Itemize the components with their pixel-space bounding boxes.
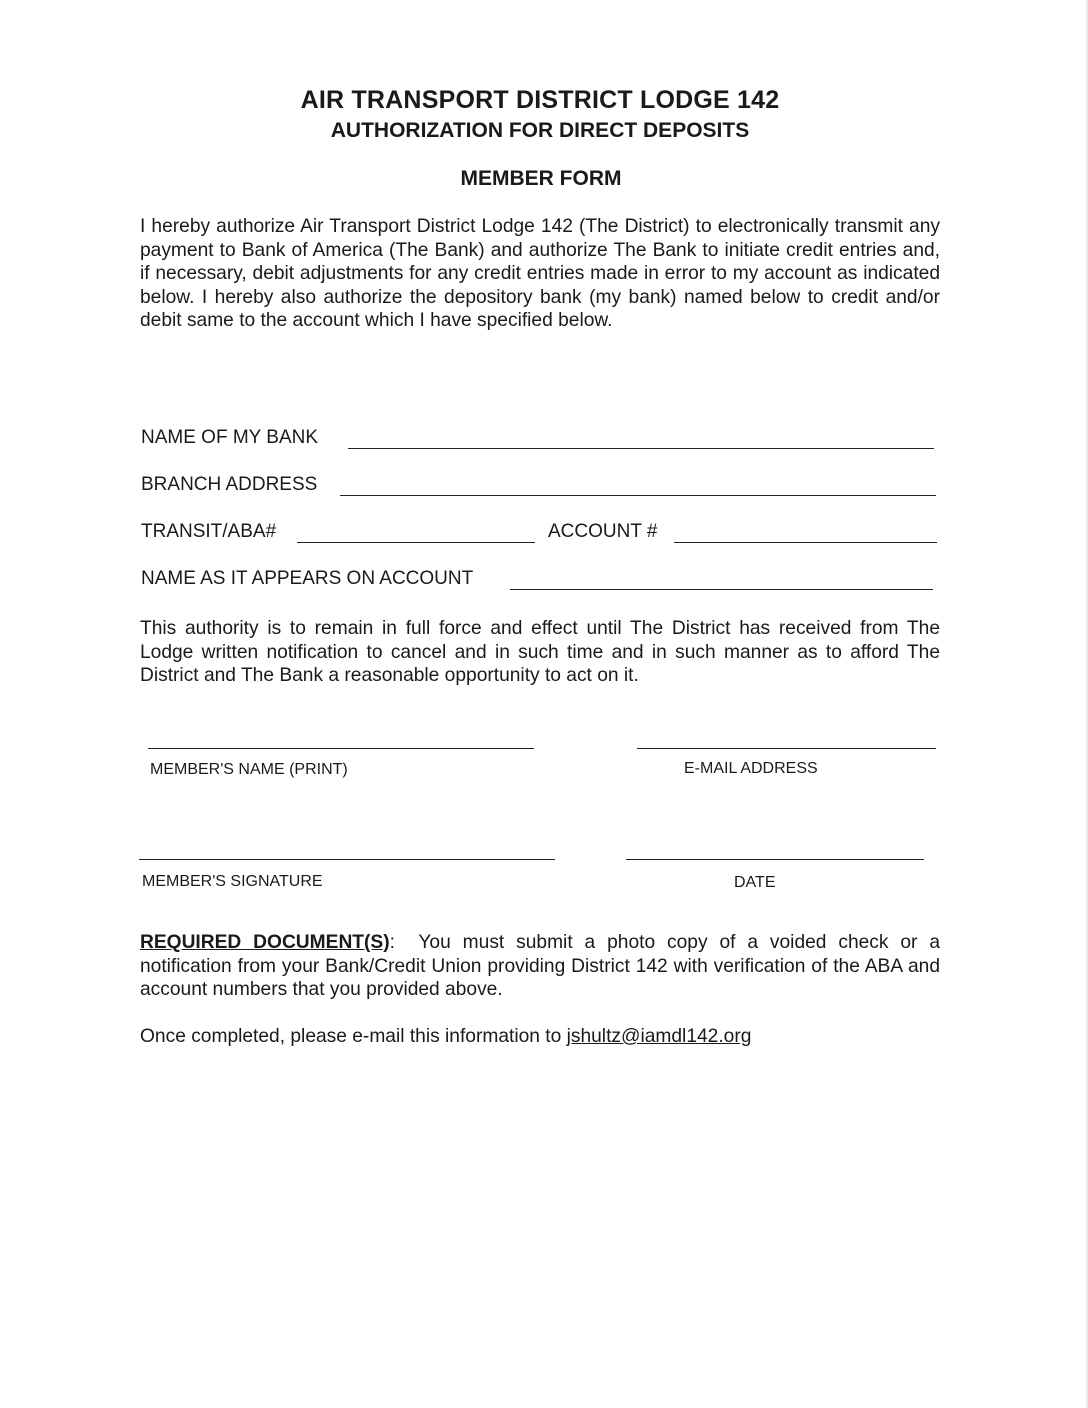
member-name-label: MEMBER'S NAME (PRINT)	[150, 761, 348, 778]
branch-address-label: BRANCH ADDRESS	[141, 474, 318, 495]
closing-instruction	[140, 1025, 940, 1049]
authorization-paragraph: I hereby authorize Air Transport District Lodge 142 (The District) to electronically transmit any payment to Bank of America (The Bank) and authorize The Bank to initiate credit entries and, if necessary, debit adjustments for any credit entries made in error to my account as indicated below. I hereby also authorize the depository bank (my bank) named below to credit and/or debit same to the account which I have specified below.	[140, 216, 940, 331]
account-name-label: NAME AS IT APPEARS ON ACCOUNT	[141, 568, 474, 589]
account-number-label: ACCOUNT #	[548, 521, 658, 542]
required-documents-heading: REQUIRED DOCUMENT(S)	[140, 932, 390, 953]
member-signature-label: MEMBER'S SIGNATURE	[142, 873, 323, 890]
member-name-line[interactable]	[148, 748, 534, 749]
required-documents-colon: :	[389, 932, 395, 953]
required-documents-text: You must submit a photo copy of a voided check or a notification from your Bank/Credit Union providing District 142 with verification of the ABA and account numbers that you provided above.	[140, 932, 946, 1000]
document-title: AIR TRANSPORT DISTRICT LODGE 142	[300, 86, 780, 114]
required-documents-paragraph	[140, 931, 946, 1002]
bank-name-label: NAME OF MY BANK	[141, 427, 319, 448]
bank-name-line[interactable]	[348, 448, 934, 449]
account-name-line[interactable]	[510, 589, 933, 590]
transit-aba-line[interactable]	[297, 542, 535, 543]
email-address-label: E-MAIL ADDRESS	[684, 760, 818, 777]
transit-aba-label: TRANSIT/ABA#	[141, 521, 277, 542]
member-signature-line[interactable]	[139, 859, 555, 860]
closing-text: Once completed, please e-mail this information to	[140, 1026, 567, 1047]
branch-address-line[interactable]	[340, 495, 936, 496]
account-number-line[interactable]	[674, 542, 937, 543]
authority-paragraph: This authority is to remain in full force and effect until The District has received from The Lodge written notification to cancel and in such time and in such manner as to afford The District and The Bank a reasonable opportunity to act on it.	[140, 618, 940, 686]
document-subtitle: AUTHORIZATION FOR DIRECT DEPOSITS	[330, 119, 750, 142]
email-address-line[interactable]	[637, 748, 936, 749]
form-name-heading: MEMBER FORM	[460, 167, 622, 190]
contact-email-link[interactable]: jshultz@iamdl142.org	[566, 1026, 752, 1047]
date-line[interactable]	[626, 859, 924, 860]
date-label: DATE	[734, 874, 776, 891]
